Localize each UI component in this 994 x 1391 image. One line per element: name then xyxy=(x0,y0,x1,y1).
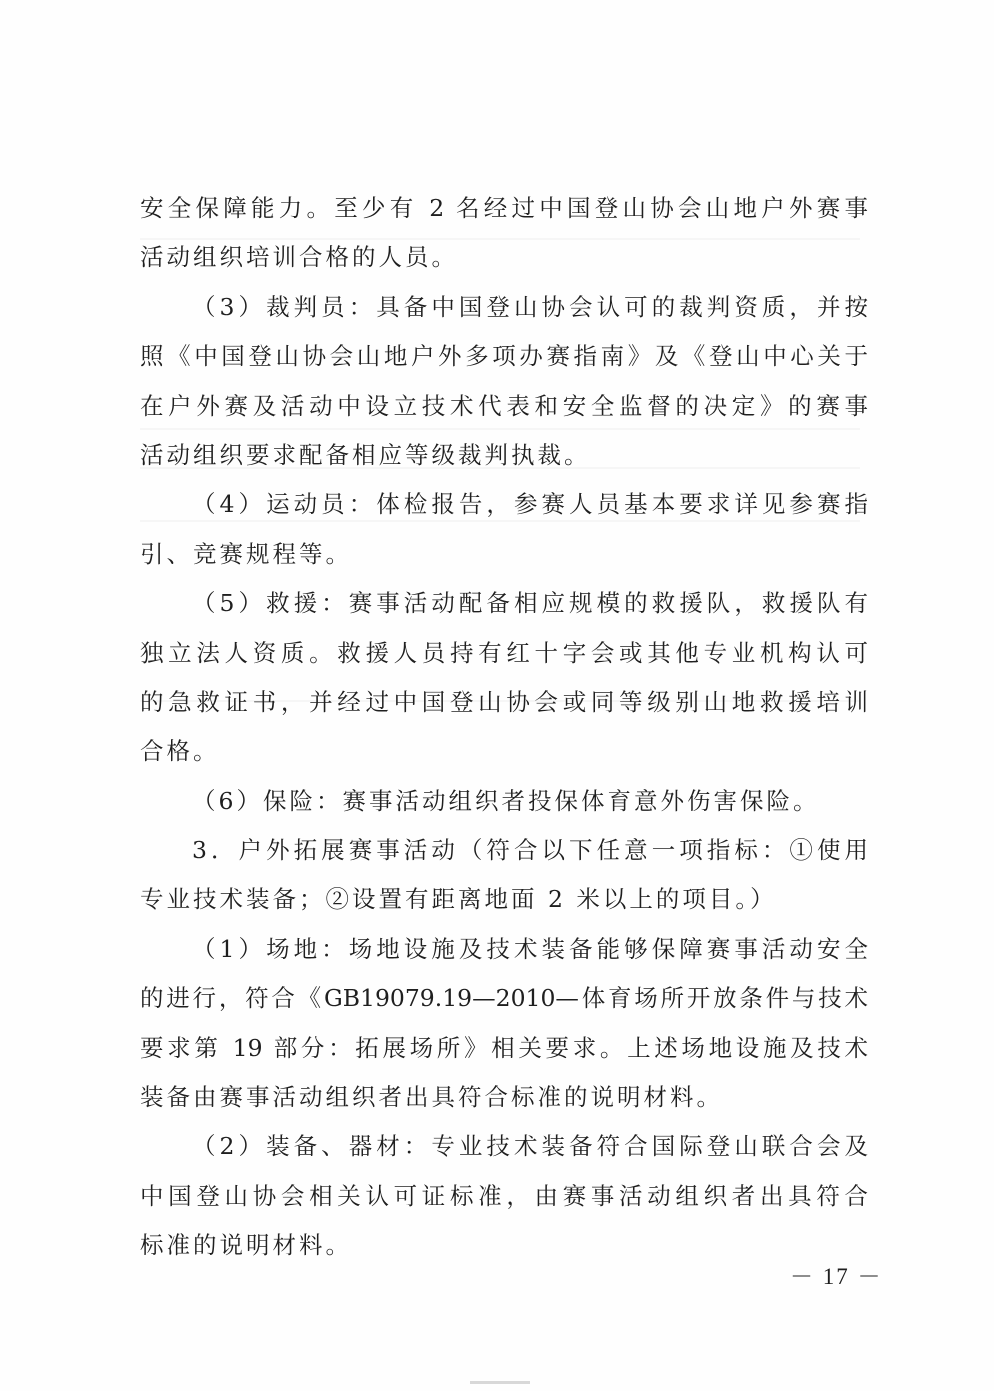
text-line: （6）保险：赛事活动组织者投保体育意外伤害保险。 xyxy=(192,786,820,815)
text-line: 装备由赛事活动组织者出具符合标准的说明材料。 xyxy=(140,1083,723,1112)
text-line: （5）救援：赛事活动配备相应规模的救援队，救援队有 xyxy=(192,589,868,618)
text-line: （3）裁判员：具备中国登山协会认可的裁判资质，并按 xyxy=(192,292,868,321)
text-line: 活动组织培训合格的人员。 xyxy=(140,243,458,272)
text-line: （1）场地：场地设施及技术装备能够保障赛事活动安全 xyxy=(192,934,868,963)
text-line: 的进行，符合《GB19079.19—2010—体育场所开放条件与技术 xyxy=(140,984,868,1013)
text-line: 要求第 19 部分：拓展场所》相关要求。上述场地设施及技术 xyxy=(140,1033,868,1062)
text-line: （4）运动员：体检报告，参赛人员基本要求详见参赛指 xyxy=(192,490,868,519)
text-line: 标准的说明材料。 xyxy=(140,1231,352,1260)
text-line: 3．户外拓展赛事活动（符合以下任意一项指标：①使用 xyxy=(192,836,868,865)
text-line: 照《中国登山协会山地户外多项办赛指南》及《登山中心关于 xyxy=(140,342,868,371)
page-number: － 17 － xyxy=(790,1264,883,1289)
text-line: 引、竞赛规程等。 xyxy=(140,539,352,568)
text-line: 合格。 xyxy=(140,737,220,766)
text-line: 中国登山协会相关认可证标准，由赛事活动组织者出具符合 xyxy=(140,1181,868,1210)
text-line: （2）装备、器材：专业技术装备符合国际登山联合会及 xyxy=(192,1132,868,1161)
text-line: 活动组织要求配备相应等级裁判执裁。 xyxy=(140,440,591,469)
text-line: 专业技术装备；②设置有距离地面 2 米以上的项目。） xyxy=(140,885,777,914)
binding-mark xyxy=(470,1381,530,1384)
text-line: 在户外赛及活动中设立技术代表和安全监督的决定》的赛事 xyxy=(140,391,868,420)
text-line: 安全保障能力。至少有 2 名经过中国登山协会山地户外赛事 xyxy=(140,194,868,222)
body-text xyxy=(140,184,868,1271)
text-line: 的急救证书，并经过中国登山协会或同等级别山地救援培训 xyxy=(140,687,868,716)
text-line: 独立法人资质。救援人员持有红十字会或其他专业机构认可 xyxy=(140,638,868,667)
